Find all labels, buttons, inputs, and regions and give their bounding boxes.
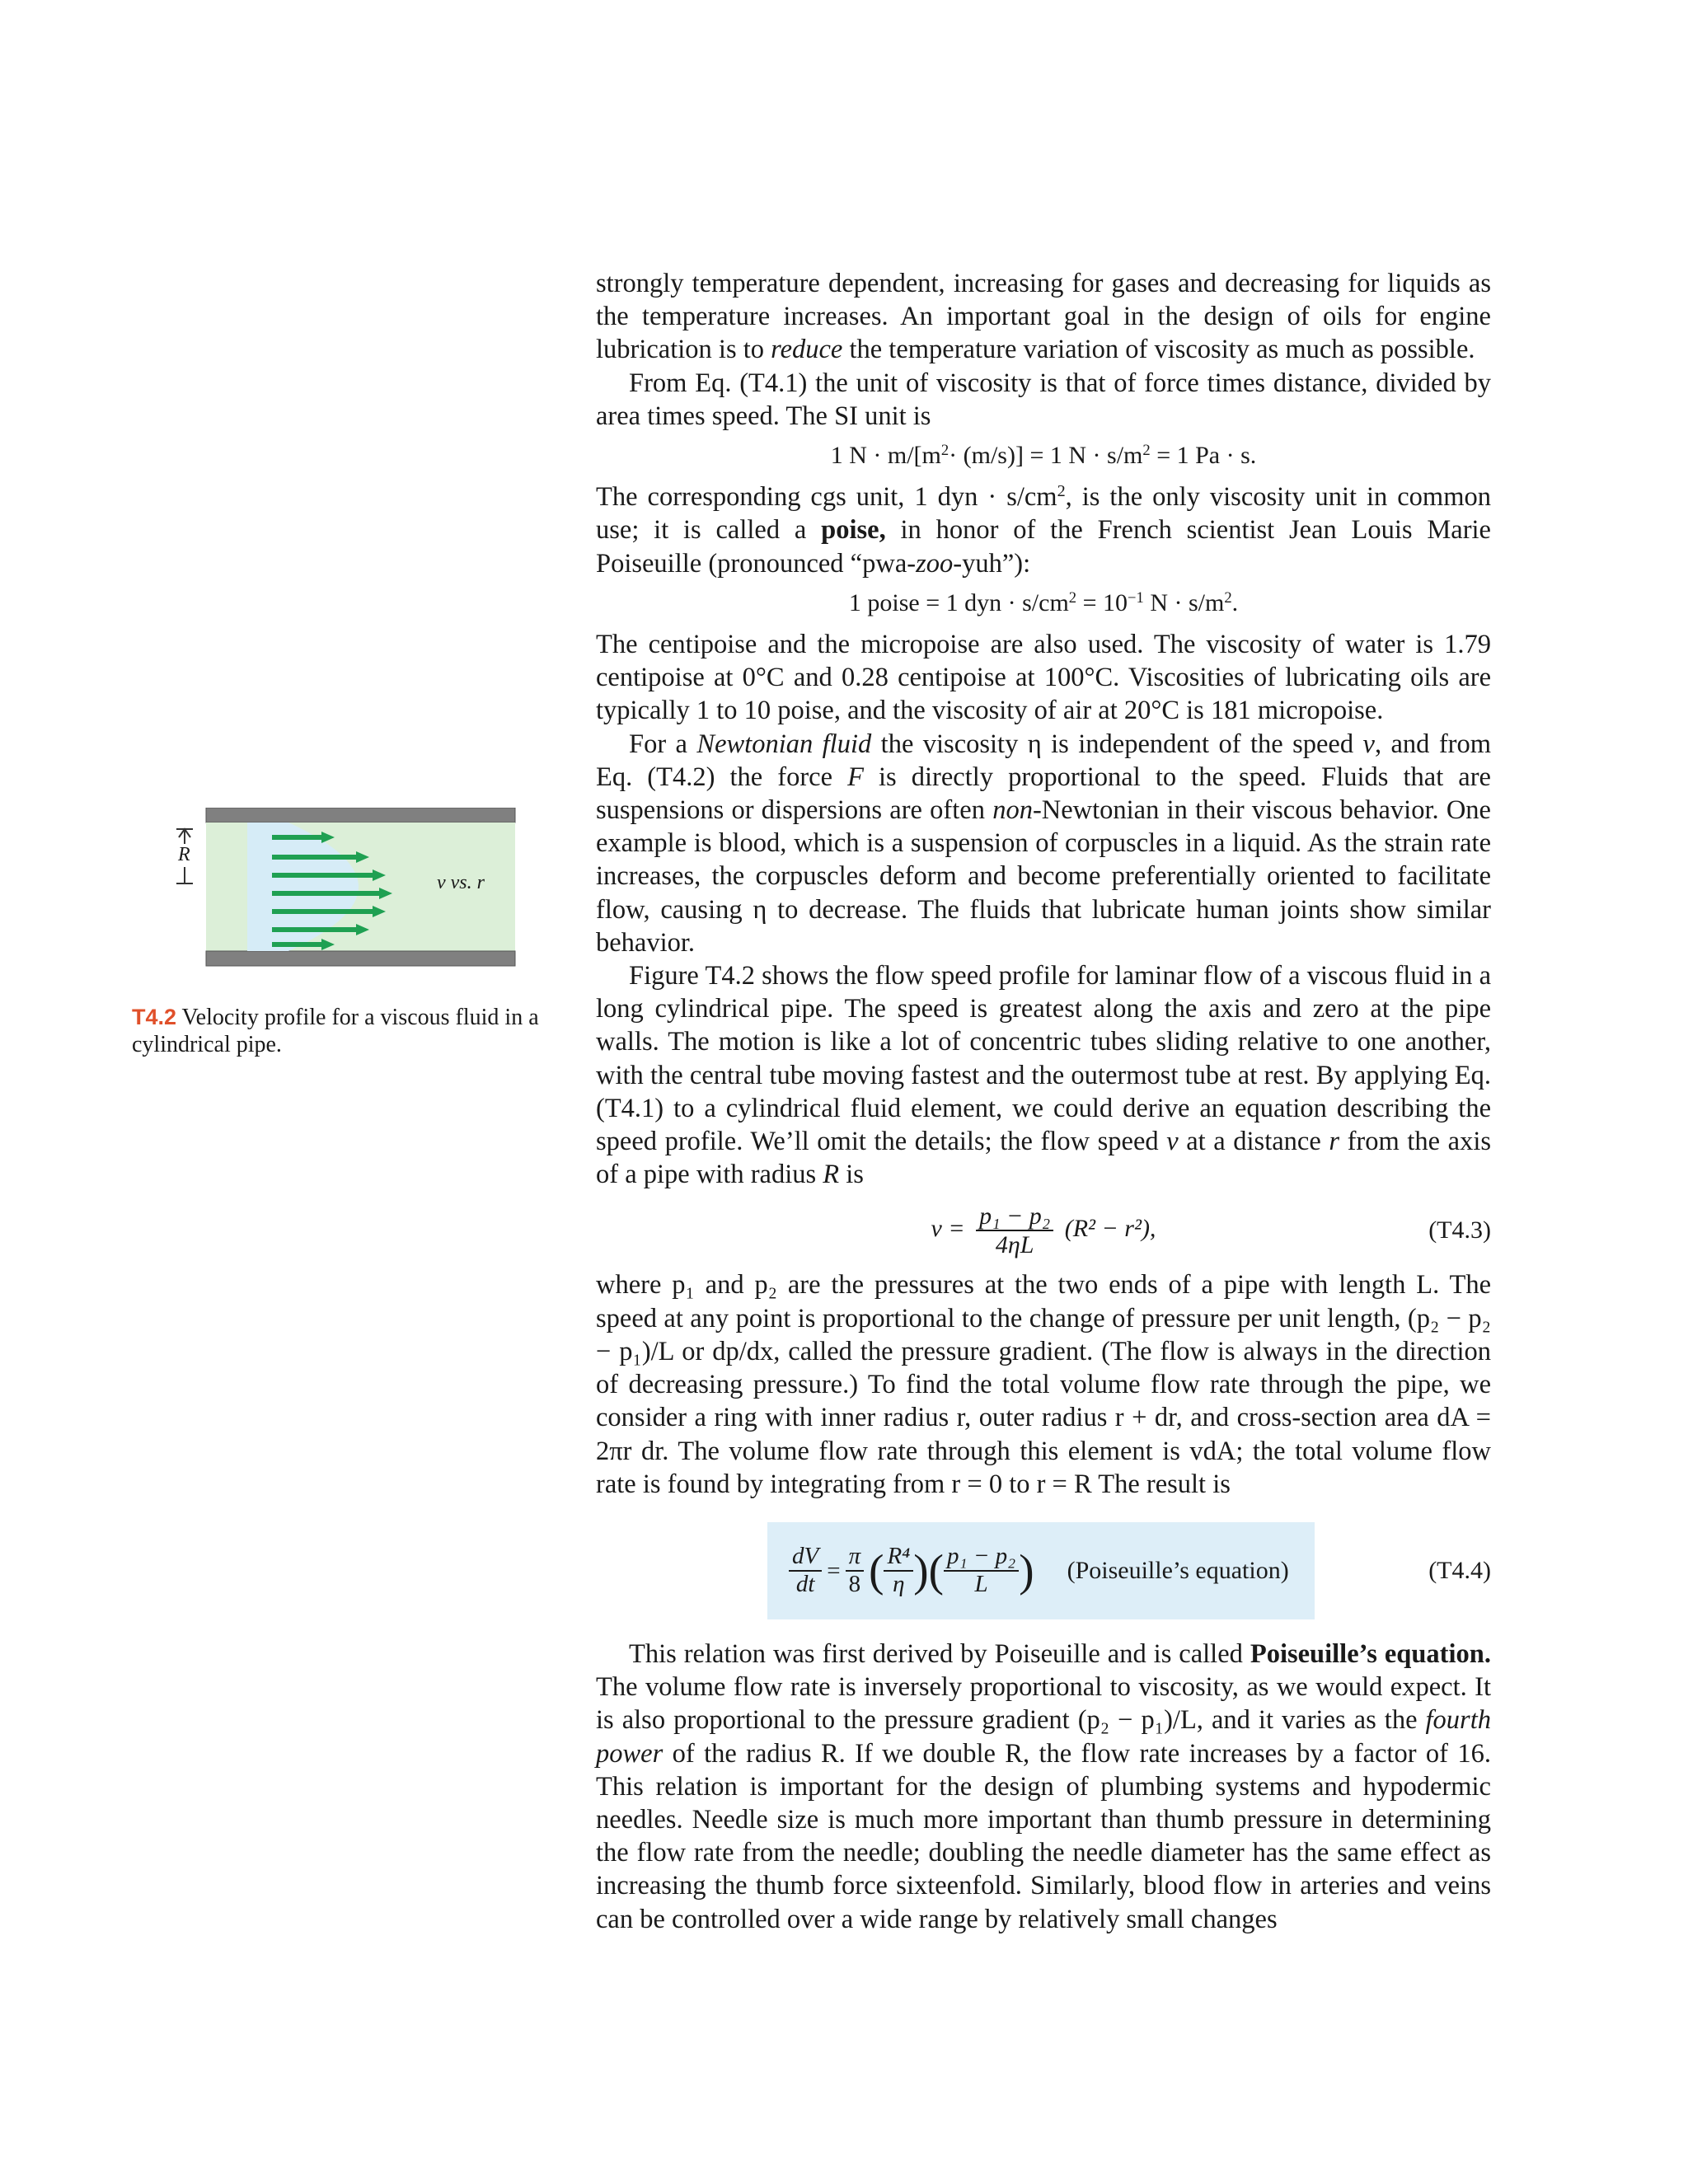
paragraph-5: For a Newtonian fluid the viscosity η is independent of the speed v, and from Eq. (T4.2) the force F is directly proportional to the speed. Fluids that are suspensions or dispersions are often non-Newtonian in their viscous behavior. One example is blood, which is a suspension of corpuscles in a liquid. As the strain rate increases, the corpuscles deform and become preferentially oriented to facilitate flow, causing η to decrease. The fluids that lubricate human joints show similar behavior.: [596, 729, 1492, 958]
equation-t4-3: v = $\frac{\text{p₁ − p₂}}{4\eta L}$ (R² − r²), (T4.3): [931, 1202, 1491, 1259]
pipe-diagram: [165, 808, 528, 972]
figure-velocity-profile: [165, 808, 528, 972]
equation-number-t4-3: (T4.3): [1428, 1216, 1491, 1244]
equation-t4-4: [596, 1522, 1491, 1619]
pipe-bottom-wall: [206, 951, 515, 966]
caption-text: Velocity profile for a viscous fluid in a cylindrical pipe.: [132, 1005, 539, 1057]
paragraph-3: The corresponding cgs unit, 1 dyn · $s/cm^2$, is the only viscosity unit in common use; it is called a poise, in honor of the French scientist Jean Louis Marie Poiseuille (pronounced “pwa-zoo-yuh”):: [596, 482, 1491, 579]
equation-note: (Poiseuille’s equation): [1067, 1556, 1289, 1584]
paragraph-4: The centipoise and the micropoise are also used. The viscosity of water is 1.79 centipoise at 0°C and 0.28 centipoise at 100°C. Viscosities of lubricating oils are typically 1 to 10 poise, and the viscosity of air at 20°C is 181 micropoise.: [596, 630, 1491, 726]
equation-si-unit: 1 $N \cdot m/[m^2\cdot (m/s)] = 1$ $N \cdot s/m^2 = 1$ Pa · s.: [830, 441, 1257, 470]
figure-caption: [132, 1004, 560, 1058]
main-text-column: [596, 267, 1491, 1936]
radius-label: R: [178, 844, 190, 865]
equation-poise: 1 poise = 1 dyn · $s/cm^2 = 10^{-1}$ $N \cdot s/m^2$.: [848, 588, 1239, 616]
paragraph-8: This relation was first derived by Poiseuille and is called Poiseuille’s equation. The volume flow rate is inversely proportional to viscosity, as we would expect. It is also proportional to the pressure gradient (p₂ − p₁)/L, and it varies as the fourth power of the radius R. If we double R, the flow rate increases by a factor of 16. This relation is important for the design of plumbing systems and hypodermic needles. Needle size is much more important than thumb pressure in determining the flow rate from the needle; doubling the needle diameter has the same effect as increasing the thumb force sixteenfold. Similarly, blood flow in arteries and veins can be controlled over a wide range by relatively small changes: [596, 1638, 1491, 1934]
paragraph-1: strongly temperature dependent, increasing for gases and decreasing for liquids as the temperature increases. An important goal in the design of oils for engine lubrication is to reduce the temperature variation of viscosity as much as possible.: [596, 269, 1491, 365]
equation-number-t4-4: (T4.4): [1428, 1556, 1491, 1584]
paragraph-6: Figure T4.2 shows the flow speed profile for laminar flow of a viscous fluid in a long cylindrical pipe. The speed is greatest along the axis and zero at the pipe walls. The motion is like a lot of concentric tubes sliding relative to one another, with the central tube moving fastest and the outermost tube at rest. By applying Eq. (T4.1) to a cylindrical fluid element, we could derive an equation describing the speed profile. We’ll omit the details; the flow speed v at a distance r from the axis of a pipe with radius R is: [596, 961, 1491, 1190]
paragraph-7: where p₁ and p₂ are the pressures at the two ends of a pipe with length L. The speed at any point is proportional to the change of pressure per unit length, (p₂ − p₂ − p₁)/L or dp/dx, called the pressure gradient. (The flow is always in the direction of decreasing pressure.) To find the total volume flow rate through the pipe, we consider a ring with inner radius r, outer radius r + dr, and cross-section area dA = 2πr dr. The volume flow rate through this element is vdA; the total volume flow rate is found by integrating from r = 0 to r = R The result is: [596, 1270, 1491, 1499]
curve-label: v vs. r: [437, 872, 485, 893]
poiseuille-equation-box: $\frac{dV}{dt}$ = $\frac{\pi}{8}$ ( $\frac{\text{R⁴}}{\eta}$ ) ( $\frac{\text{p₁ − p₂}}{L}$ ) (Poiseuille’s equation): [767, 1522, 1315, 1619]
paragraph-2: From Eq. (T4.1) the unit of viscosity is that of force times distance, divided by area times speed. The SI unit is: [596, 368, 1491, 431]
pipe-top-wall: [206, 808, 515, 823]
caption-label: T4.2: [132, 1005, 177, 1029]
